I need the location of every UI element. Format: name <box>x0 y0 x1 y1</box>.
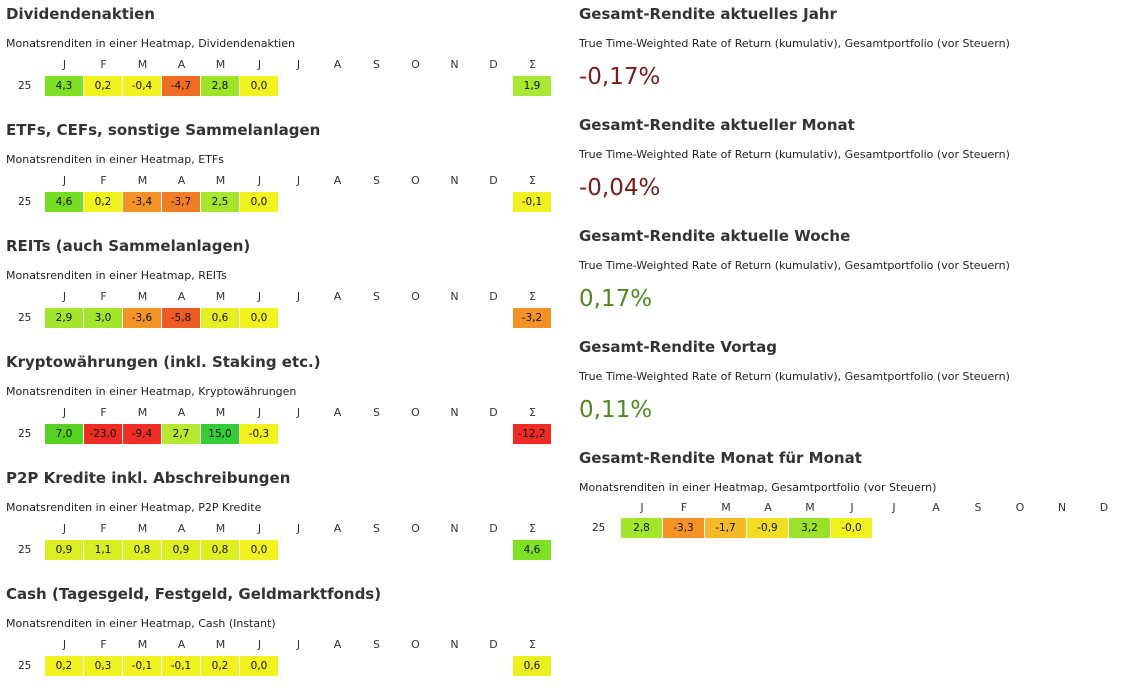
heatmap-cell[interactable]: 0,0 <box>240 76 278 96</box>
empty-cell <box>435 192 473 212</box>
empty-cell <box>279 656 317 676</box>
heatmap-cell[interactable]: -0,1 <box>162 656 200 676</box>
empty-cell <box>318 76 356 96</box>
header-spacer <box>6 638 45 652</box>
empty-cell <box>357 540 395 560</box>
month-header: J <box>296 638 301 651</box>
month-header: J <box>296 58 301 71</box>
heatmap-cell[interactable]: 2,7 <box>162 424 200 444</box>
month-header: F <box>680 501 688 514</box>
month-header: J <box>296 522 301 535</box>
total-heatmap-header <box>579 501 1129 515</box>
section-subtitle: Monatsrenditen in einer Heatmap, P2P Kredite <box>6 501 262 514</box>
section-subtitle: Monatsrenditen in einer Heatmap, ETFs <box>6 153 224 166</box>
month-header: M <box>137 638 148 651</box>
heatmap-cell[interactable]: 2,8 <box>201 76 239 96</box>
kpi-section <box>579 0 1129 111</box>
month-header: D <box>489 406 498 419</box>
header-spacer <box>6 290 45 304</box>
month-header: A <box>177 406 186 419</box>
heatmap-cell[interactable]: 0,6 <box>201 308 239 328</box>
month-header: F <box>100 290 107 303</box>
month-header: A <box>177 290 186 303</box>
heatmap-cell[interactable]: 3,2 <box>789 518 830 538</box>
heatmap-cell[interactable]: 2,8 <box>621 518 662 538</box>
month-header: D <box>489 522 498 535</box>
kpi-value: -0,04% <box>579 175 661 201</box>
heatmap-cell[interactable]: -5,8 <box>162 308 200 328</box>
kpi-subtitle: True Time-Weighted Rate of Return (kumulativ), Gesamtportfolio (vor Steuern) <box>579 370 1010 383</box>
month-header: J <box>257 290 262 303</box>
month-header: M <box>137 58 148 71</box>
heatmap-section <box>6 0 566 116</box>
month-header: F <box>100 522 107 535</box>
month-header: S <box>373 174 380 187</box>
month-header: J <box>257 58 262 71</box>
month-header: A <box>177 638 186 651</box>
month-header: M <box>215 174 226 187</box>
empty-cell <box>279 76 317 96</box>
total-heatmap-section <box>579 444 1129 538</box>
month-header: J <box>62 290 67 303</box>
heatmap-cell[interactable]: 0,0 <box>240 656 278 676</box>
sum-header: Σ <box>529 522 536 535</box>
month-header: A <box>177 174 186 187</box>
heatmap-cell[interactable]: -3,3 <box>663 518 704 538</box>
kpi-subtitle: True Time-Weighted Rate of Return (kumulativ), Gesamtportfolio (vor Steuern) <box>579 37 1010 50</box>
sum-header: Σ <box>529 638 536 651</box>
heatmap-cell[interactable]: 0,3 <box>84 656 122 676</box>
kpi-section <box>579 222 1129 333</box>
month-header: J <box>296 290 301 303</box>
empty-cell <box>318 540 356 560</box>
month-header: A <box>333 174 342 187</box>
month-header: J <box>892 501 896 514</box>
month-header: A <box>333 522 342 535</box>
kpi-value: 0,11% <box>579 397 653 423</box>
month-header: J <box>257 174 262 187</box>
month-header: O <box>411 290 420 303</box>
month-header: O <box>411 638 420 651</box>
heatmap-header <box>6 522 566 536</box>
kpi-title: Gesamt-Rendite Vortag <box>579 338 777 356</box>
empty-cell <box>396 192 434 212</box>
heatmap-row <box>6 540 566 560</box>
heatmap-cell[interactable]: 4,3 <box>45 76 83 96</box>
heatmap-cell[interactable]: 0,8 <box>123 540 161 560</box>
section-title: Dividendenaktien <box>6 5 155 23</box>
month-header: S <box>373 290 380 303</box>
heatmap-cell[interactable]: 0,9 <box>162 540 200 560</box>
heatmap-cell[interactable]: -0,1 <box>123 656 161 676</box>
month-header: M <box>215 58 226 71</box>
heatmap-cell[interactable]: 0,0 <box>240 192 278 212</box>
section-title: P2P Kredite inkl. Abschreibungen <box>6 469 291 487</box>
month-header: A <box>333 290 342 303</box>
year-label: 25 <box>18 80 32 92</box>
header-spacer <box>6 406 45 420</box>
total-title: Gesamt-Rendite Monat für Monat <box>579 449 862 467</box>
right-column <box>579 0 1129 538</box>
empty-cell <box>318 656 356 676</box>
heatmap-row <box>6 192 566 212</box>
month-header: S <box>373 522 380 535</box>
month-header: J <box>62 522 67 535</box>
left-column <box>6 0 566 696</box>
empty-cell <box>279 424 317 444</box>
month-header: D <box>1099 501 1109 514</box>
sum-cell[interactable]: -12,2 <box>513 424 551 444</box>
header-spacer <box>579 501 621 515</box>
heatmap-cell[interactable]: -0,0 <box>831 518 872 538</box>
heatmap-section <box>6 464 566 580</box>
empty-cell <box>474 540 512 560</box>
sum-header: Σ <box>529 174 536 187</box>
total-subtitle: Monatsrenditen in einer Heatmap, Gesamtportfolio (vor Steuern) <box>579 481 937 494</box>
month-header: A <box>177 58 186 71</box>
section-title: Kryptowährungen (inkl. Staking etc.) <box>6 353 321 371</box>
empty-cell <box>474 308 512 328</box>
year-label: 25 <box>592 522 606 534</box>
month-header: O <box>411 58 420 71</box>
month-header: M <box>137 406 148 419</box>
heatmap-cell[interactable]: 0,0 <box>240 540 278 560</box>
month-header: F <box>100 58 107 71</box>
empty-cell <box>474 424 512 444</box>
heatmap-row <box>6 656 566 676</box>
empty-cell <box>396 656 434 676</box>
month-header: J <box>257 638 262 651</box>
month-header: N <box>1057 501 1067 514</box>
month-header: J <box>62 174 67 187</box>
section-title: REITs (auch Sammelanlagen) <box>6 237 251 255</box>
empty-cell <box>318 192 356 212</box>
month-header: A <box>333 638 342 651</box>
month-header: J <box>257 406 262 419</box>
empty-cell <box>279 192 317 212</box>
heatmap-cell[interactable]: 0,2 <box>201 656 239 676</box>
year-label: 25 <box>18 660 32 672</box>
kpi-section <box>579 111 1129 222</box>
month-header: M <box>215 522 226 535</box>
section-title: Cash (Tagesgeld, Festgeld, Geldmarktfonds) <box>6 585 382 603</box>
kpi-subtitle: True Time-Weighted Rate of Return (kumulativ), Gesamtportfolio (vor Steuern) <box>579 259 1010 272</box>
heatmap-cell[interactable]: -1,7 <box>705 518 746 538</box>
empty-cell <box>357 424 395 444</box>
heatmap-cell[interactable]: 0,2 <box>84 192 122 212</box>
empty-cell <box>435 424 473 444</box>
month-header: M <box>137 174 148 187</box>
empty-cell <box>474 76 512 96</box>
header-spacer <box>6 174 45 188</box>
heatmap-header <box>6 638 566 652</box>
heatmap-cell[interactable]: 0,2 <box>45 656 83 676</box>
kpi-title: Gesamt-Rendite aktueller Monat <box>579 116 855 134</box>
month-header: O <box>411 522 420 535</box>
header-spacer <box>6 522 45 536</box>
month-header: S <box>974 501 982 514</box>
kpi-section <box>579 333 1129 444</box>
heatmap-row <box>6 76 566 96</box>
month-header: A <box>764 501 772 514</box>
month-header: N <box>450 290 459 303</box>
month-header: S <box>373 638 380 651</box>
sum-cell[interactable]: -3,2 <box>513 308 551 328</box>
heatmap-cell[interactable]: 2,9 <box>45 308 83 328</box>
heatmap-cell[interactable]: -23,0 <box>84 424 122 444</box>
empty-cell <box>396 424 434 444</box>
month-header: J <box>296 174 301 187</box>
heatmap-cell[interactable]: 2,5 <box>201 192 239 212</box>
heatmap-cell[interactable]: -0,9 <box>747 518 788 538</box>
sum-header: Σ <box>529 58 536 71</box>
heatmap-cell[interactable]: -3,4 <box>123 192 161 212</box>
month-header: N <box>450 406 459 419</box>
year-label: 25 <box>18 196 32 208</box>
month-header: M <box>215 638 226 651</box>
section-subtitle: Monatsrenditen in einer Heatmap, Cash (Instant) <box>6 617 276 630</box>
heatmap-cell[interactable]: 1,1 <box>84 540 122 560</box>
heatmap-row <box>6 424 566 444</box>
heatmap-cell[interactable]: 0,8 <box>201 540 239 560</box>
empty-cell <box>435 656 473 676</box>
heatmap-cell[interactable]: 4,6 <box>45 192 83 212</box>
empty-cell <box>396 308 434 328</box>
empty-cell <box>357 656 395 676</box>
month-header: J <box>640 501 644 514</box>
kpi-subtitle: True Time-Weighted Rate of Return (kumulativ), Gesamtportfolio (vor Steuern) <box>579 148 1010 161</box>
month-header: A <box>177 522 186 535</box>
heatmap-header <box>6 174 566 188</box>
month-header: A <box>932 501 940 514</box>
month-header: J <box>62 58 67 71</box>
month-header: F <box>100 174 107 187</box>
month-header: M <box>137 522 148 535</box>
total-heatmap-row <box>579 518 1129 538</box>
header-spacer <box>6 58 45 72</box>
month-header: M <box>137 290 148 303</box>
heatmap-row <box>6 308 566 328</box>
heatmap-cell[interactable]: -0,4 <box>123 76 161 96</box>
empty-cell <box>474 192 512 212</box>
heatmap-header <box>6 58 566 72</box>
heatmap-section <box>6 348 566 464</box>
heatmap-section <box>6 232 566 348</box>
empty-cell <box>318 308 356 328</box>
month-header: J <box>296 406 301 419</box>
month-header: S <box>373 58 380 71</box>
kpi-title: Gesamt-Rendite aktuelle Woche <box>579 227 851 245</box>
kpi-value: -0,17% <box>579 64 661 90</box>
year-label: 25 <box>18 312 32 324</box>
heatmap-section <box>6 116 566 232</box>
month-header: J <box>257 522 262 535</box>
section-subtitle: Monatsrenditen in einer Heatmap, REITs <box>6 269 227 282</box>
month-header: O <box>411 406 420 419</box>
month-header: F <box>100 638 107 651</box>
month-header: M <box>721 501 731 514</box>
heatmap-cell[interactable]: 0,2 <box>84 76 122 96</box>
section-subtitle: Monatsrenditen in einer Heatmap, Kryptowährungen <box>6 385 297 398</box>
month-header: F <box>100 406 107 419</box>
year-label: 25 <box>18 544 32 556</box>
month-header: N <box>450 174 459 187</box>
empty-cell <box>279 540 317 560</box>
empty-cell <box>318 424 356 444</box>
heatmap-cell[interactable]: 0,9 <box>45 540 83 560</box>
section-title: ETFs, CEFs, sonstige Sammelanlagen <box>6 121 321 139</box>
sum-header: Σ <box>529 406 536 419</box>
heatmap-header <box>6 290 566 304</box>
month-header: D <box>489 290 498 303</box>
month-header: D <box>489 58 498 71</box>
month-header: N <box>450 522 459 535</box>
month-header: D <box>489 174 498 187</box>
month-header: M <box>215 290 226 303</box>
heatmap-cell[interactable]: -3,6 <box>123 308 161 328</box>
month-header: J <box>62 638 67 651</box>
empty-cell <box>435 76 473 96</box>
heatmap-cell[interactable]: 7,0 <box>45 424 83 444</box>
month-header: O <box>1015 501 1025 514</box>
heatmap-cell[interactable]: -9,4 <box>123 424 161 444</box>
section-subtitle: Monatsrenditen in einer Heatmap, Dividendenaktien <box>6 37 295 50</box>
empty-cell <box>279 308 317 328</box>
month-header: J <box>62 406 67 419</box>
heatmap-cell[interactable]: 15,0 <box>201 424 239 444</box>
empty-cell <box>474 656 512 676</box>
heatmap-cell[interactable]: 0,0 <box>240 308 278 328</box>
month-header: M <box>215 406 226 419</box>
heatmap-cell[interactable]: -0,3 <box>240 424 278 444</box>
heatmap-cell[interactable]: 3,0 <box>84 308 122 328</box>
heatmap-cell[interactable]: -4,7 <box>162 76 200 96</box>
kpi-title: Gesamt-Rendite aktuelles Jahr <box>579 5 837 23</box>
month-header: A <box>333 406 342 419</box>
heatmap-section <box>6 580 566 696</box>
empty-cell <box>396 540 434 560</box>
sum-cell[interactable]: 0,6 <box>513 656 551 676</box>
month-header: M <box>805 501 815 514</box>
month-header: J <box>850 501 854 514</box>
month-header: O <box>411 174 420 187</box>
heatmap-header <box>6 406 566 420</box>
empty-cell <box>435 308 473 328</box>
month-header: S <box>373 406 380 419</box>
kpi-value: 0,17% <box>579 286 653 312</box>
empty-cell <box>357 308 395 328</box>
heatmap-cell[interactable]: -3,7 <box>162 192 200 212</box>
empty-cell <box>357 76 395 96</box>
sum-cell[interactable]: 4,6 <box>513 540 551 560</box>
empty-cell <box>357 192 395 212</box>
month-header: A <box>333 58 342 71</box>
year-label: 25 <box>18 428 32 440</box>
month-header: N <box>450 58 459 71</box>
sum-cell[interactable]: 1,9 <box>513 76 551 96</box>
month-header: N <box>450 638 459 651</box>
empty-cell <box>396 76 434 96</box>
empty-cell <box>435 540 473 560</box>
sum-header: Σ <box>529 290 536 303</box>
sum-cell[interactable]: -0,1 <box>513 192 551 212</box>
month-header: D <box>489 638 498 651</box>
